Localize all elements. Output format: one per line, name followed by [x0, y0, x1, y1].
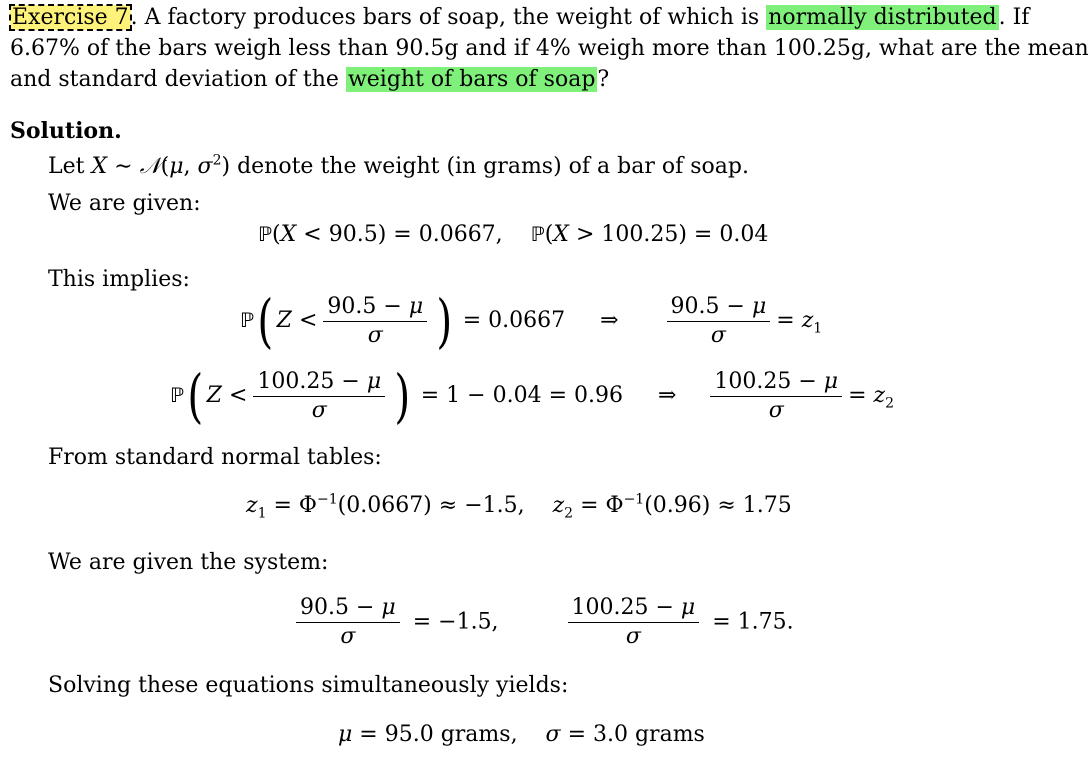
exercise-line-1: [10, 4, 1029, 32]
given-label: We are given:: [48, 191, 201, 216]
tables-label: From standard normal tables:: [48, 445, 382, 470]
implies-label: This implies:: [48, 267, 190, 292]
exercise-line-2: 6.67% of the bars weigh less than 90.5g and if 4% weigh more than 100.25g, what are the mean: [10, 36, 1089, 61]
exercise-text-4: ?: [597, 67, 610, 92]
implication-2: ℙ( Z < $\frac{100.25 - \mu}{\sigma}$ ) = 1 − 0.04 = 0.96 ⇒ $\frac{100.25 - \mu}{\sigma}$ = $z_2$: [170, 362, 895, 430]
exercise-label[interactable]: Exercise 7: [12, 5, 129, 30]
system-label: We are given the system:: [48, 550, 329, 575]
exercise-line-3: [10, 66, 609, 94]
given-probabilities: ℙ(X < 90.5) = 0.0667, ℙ(X > 100.25) = 0.04: [258, 222, 769, 247]
solving-label: Solving these equations simultaneously yields:: [48, 673, 569, 698]
exercise-text-3: and standard deviation of the: [10, 67, 346, 92]
solution-heading: Solution.: [10, 118, 122, 144]
exercise-text-1: . A factory produces bars of soap, the weight of which is: [130, 5, 767, 30]
highlight-normally-distributed[interactable]: normally distributed: [768, 5, 997, 30]
implication-1: ℙ( Z < $\frac{90.5 - \mu}{\sigma}$ ) = 0.0667 ⇒ $\frac{90.5 - \mu}{\sigma}$ = $z_1$: [240, 287, 823, 355]
let-line: Let X ∼ 𝒩(μ, $\sigma^2$) denote the weight (in grams) of a bar of soap.: [48, 152, 749, 179]
final-answer: μ = 95.0 grams, σ = 3.0 grams: [338, 722, 705, 747]
highlight-weight-of-bars[interactable]: weight of bars of soap: [347, 67, 596, 92]
let-text: denote the weight (in grams) of a bar of soap.: [237, 154, 749, 179]
exercise-text-2: . If: [998, 5, 1030, 30]
z-values: $z_1 = \Phi^{-1}(0.0667) \approx -1.5$, $z_2 = \Phi^{-1}(0.96) \approx 1.75$: [246, 491, 792, 522]
system-equations: $\frac{90.5 - \mu}{\sigma}$ = −1.5, $\frac{100.25 - \mu}{\sigma}$ = 1.75.: [290, 594, 794, 651]
